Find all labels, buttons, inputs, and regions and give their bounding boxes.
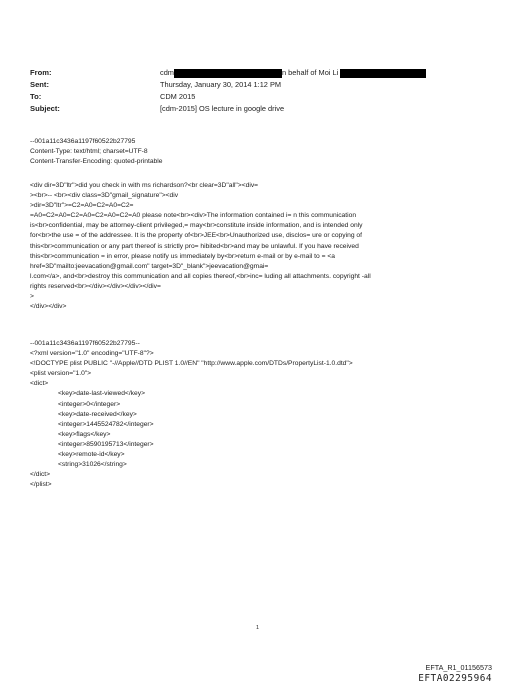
html-line: > [30,293,34,301]
html-line: =A0=C2=A0=C2=A0=C2=A0=C2=A0 please note<br><div>The information contained i= n this communication [30,212,357,220]
html-line: <div dir=3D"ltr">did you check in with ms richardson?<br clear=3D"all"><div= [30,182,259,189]
html-line: ><br>-- <br><div class=3D"gmail_signature"><div [30,192,179,200]
dict-close: </dict> [30,471,51,479]
redaction-box [340,69,426,78]
mime-line: --001a11c3436a1197f60522b27795-- [30,340,140,347]
from-label: From: [30,68,52,77]
plist-open: <plist version="1.0"> [30,370,92,378]
html-line: l.com</a>, and<br>destroy this communication and all copies thereof,<br>inc= luding all attachments. copyright -all [30,272,371,280]
plist-entry: <key>date-last-viewed</key> [58,390,145,398]
plist-entry: <integer>8590195713</integer> [58,440,154,448]
html-line: is<br>confidential, may be attorney-client privileged,= may<br>constitute inside information, and is intended only [30,222,363,230]
plist-entry: <key>remote-id</key> [58,451,125,459]
html-line: this<br>communication or any part thereof is strictly pro= hibited<br>and may be unlawful. If you have received [30,242,359,250]
plist-entry: <key>date-received</key> [58,410,137,418]
sent-label: Sent: [30,80,49,89]
from-value-prefix: cdm [160,68,174,77]
to-value: CDM 2015 [160,92,196,101]
html-line: >dir=3D"ltr">=C2=A0=C2=A0=C2= [30,202,134,210]
xml-declaration: <?xml version="1.0" encoding="UTF-8"?> [30,350,154,358]
mime-line: Content-Transfer-Encoding: quoted-printable [30,158,163,166]
page-number: 1 [256,625,260,631]
bates-number-large: EFTA02295964 [418,673,492,684]
html-line: for<br>the use = of the addressee. It is the property of<br>JEE<br>Unauthorized use, disclos= ure or copying of [30,232,362,240]
html-line: </div></div> [30,303,67,311]
html-line: rights reserved<br></div></div></div></div= [30,282,161,290]
plist-block [30,339,475,490]
html-body-block [30,181,475,312]
plist-entry: <key>flags</key> [58,430,111,438]
plist-entry: <integer>1445524782</integer> [58,420,154,428]
to-label: To: [30,92,42,101]
doctype-line: <!DOCTYPE plist PUBLIC "-//Apple//DTD PLIST 1.0//EN" "http://www.apple.com/DTDs/PropertyList-1.0.dtd"> [30,360,353,368]
dict-open: <dict> [30,380,49,388]
subject-value: [cdm-2015] OS lecture in google drive [160,104,285,113]
html-line: href=3D"mailto:jeevacation@gmail.com" target=3D"_blank">jeevacation@gmai= [30,262,269,270]
from-value [160,68,426,78]
bates-number-small: EFTA_R1_01156573 [425,663,492,672]
plist-entry: <integer>0</integer> [58,400,121,408]
redaction-box [174,69,282,78]
mime-line: --001a11c3436a1197f60522b27795 [30,138,136,145]
subject-label: Subject: [30,104,60,113]
html-line: this<br>communication = in error, please notify us immediately by<br>return e-mail or by e-mail to = <a [30,252,335,260]
plist-entry: <string>31026</string> [58,461,127,469]
mime-header-block [30,137,475,167]
mime-line: Content-Type: text/html; charset=UTF-8 [30,148,148,156]
sent-value: Thursday, January 30, 2014 1:12 PM [160,80,282,89]
plist-close: </plist> [30,481,52,489]
from-value-mid: n behalf of Moi Li [281,68,339,77]
